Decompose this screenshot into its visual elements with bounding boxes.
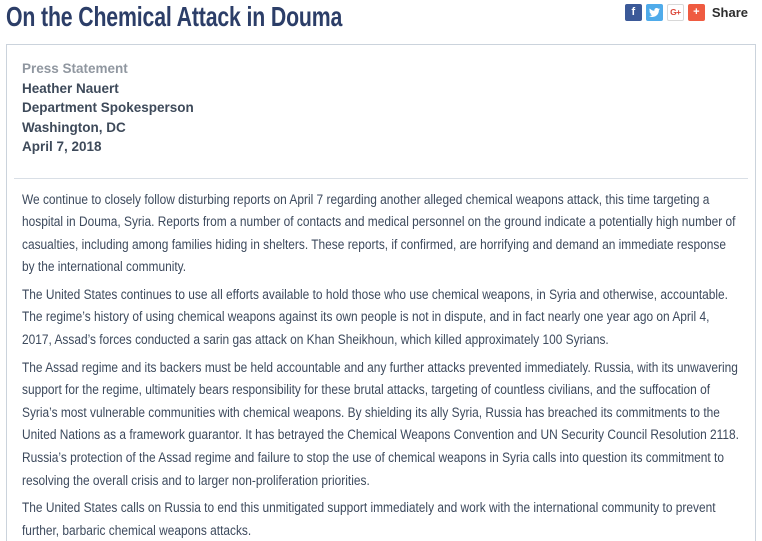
googleplus-share-icon[interactable] <box>667 4 684 21</box>
addthis-share-icon[interactable] <box>688 4 705 21</box>
gplus-glyph: G+ <box>670 7 681 18</box>
article-body <box>22 189 740 541</box>
page-title-text: On the Chemical Attack in Douma <box>6 1 343 32</box>
twitter-bird-icon <box>649 7 660 18</box>
statement-type-label: Press Statement <box>22 61 128 76</box>
spokesperson-name: Heather Nauert <box>22 80 119 96</box>
statement-date: April 7, 2018 <box>22 139 102 154</box>
article-paragraph: We continue to closely follow disturbing reports on April 7 regarding another alleged chemical weapons attack, this time targeting a hospital in Douma, Syria. Reports from a number of contacts and medical personnel on the ground indicate a potentially high number of casualties, including among families hiding in shelters. These reports, if confirmed, are horrifying and demand an immediate response by the international community. <box>22 191 736 276</box>
article-paragraph: The United States calls on Russia to end this unmitigated support immediately and work with the international community to prevent further, barbaric chemical weapons attacks. <box>22 500 716 539</box>
divider <box>14 178 748 179</box>
spokesperson-title: Department Spokesperson <box>22 100 194 115</box>
share-label[interactable]: Share <box>711 5 748 20</box>
statement-card <box>6 44 756 541</box>
article-paragraph: The United States continues to use all efforts available to hold those who use chemical weapons, in Syria and otherwise, accountable. The regime’s history of using chemical weapons against its own people is not in dispute, and in fact nearly one year ago on April 4, 2017, Assad’s forces conducted a sarin gas attack on Khan Sheikhoun, which killed approximately 100 Syrians. <box>22 286 728 349</box>
twitter-share-icon[interactable] <box>646 4 663 21</box>
article-paragraph: The Assad regime and its backers must be held accountable and any further attacks prevented immediately. Russia, with its unwavering support for the regime, ultimately bears responsibility for these brutal attacks, targeting of countless civilians, and the suffocation of Syria’s most vulnerable communities with chemical weapons. By shielding its ally Syria, Russia has breached its commitments to the United Nations as a framework guarantor. It has betrayed the Chemical Weapons Convention and UN Security Council Resolution 2118. Russia’s protection of the Assad regime and failure to stop the use of chemical weapons in Syria calls into question its commitment to resolving the overall crisis and to larger non-proliferation priorities. <box>22 359 739 489</box>
share-bar <box>625 4 748 21</box>
facebook-share-icon[interactable] <box>625 4 642 21</box>
statement-location: Washington, DC <box>22 119 126 135</box>
plus-glyph: + <box>693 6 700 18</box>
facebook-f-glyph: f <box>631 6 636 18</box>
meta-block <box>22 59 740 157</box>
